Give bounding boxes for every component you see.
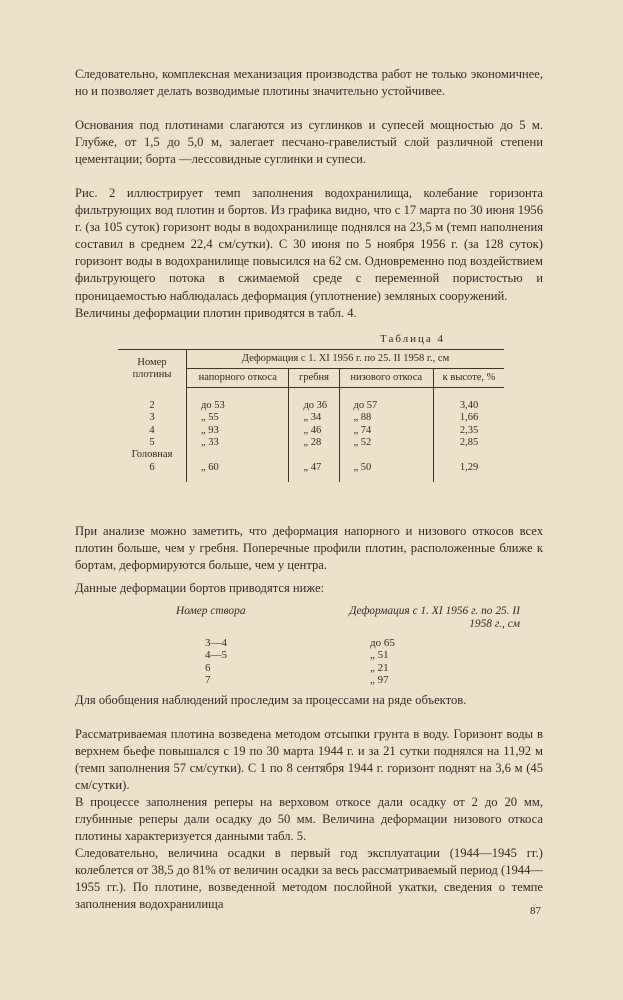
- cell-crest: „ 46: [289, 425, 339, 437]
- paragraph-4: Величины деформации плотин приводятся в табл. 4.: [75, 306, 357, 320]
- banks-site: 3—4: [205, 637, 227, 649]
- banks-column-header-site: Номер створа: [176, 605, 246, 617]
- paragraph-5: При анализе можно заметить, что деформация напорного и низового откосов всех плотин больше, чем у гребня. Поперечные профили плотин, расположенные ближе к бортам, деформируются больше, чем у центра.: [75, 524, 543, 573]
- column-header-crest: гребня: [289, 369, 339, 388]
- paragraph-1: Следовательно, комплексная механизация производства работ не только экономичнее, но и позволяет делать возводимые плотины значительно устойчивее.: [75, 67, 543, 99]
- cell-downstream: „ 74: [339, 425, 434, 437]
- banks-site: 6: [205, 661, 211, 674]
- table-row: [118, 461, 504, 481]
- cell-downstream: „ 52: [339, 437, 434, 449]
- paragraph-10: Следовательно, величина осадки в первый год эксплуатации (1944—1945 гг.) колеблется от 38,5 до 81% от величин осадки за весь рассматриваемый период (1944—1955 гг.). По плотине, возведенной методом послойной укатки, сведения о темпе заполнения водохранилища: [75, 846, 543, 912]
- deformation-table: [118, 349, 504, 482]
- cell-upstream: „ 55: [187, 412, 289, 424]
- paragraph-9: В процессе заполнения реперы на верховом откосе дали осадку от 2 до 20 мм, глубинные реперы дали осадку до 50 мм. Величина деформации низового откоса плотины характеризуется данными табл. 5.: [75, 795, 543, 844]
- cell-dam: Головная: [118, 449, 187, 461]
- cell-dam: 6: [118, 461, 187, 481]
- cell-upstream: „ 93: [187, 425, 289, 437]
- cell-dam: 5: [118, 437, 187, 449]
- table-row: [118, 449, 504, 461]
- banks-site: 4—5: [205, 649, 227, 662]
- table-caption: Таблица 4: [380, 333, 446, 345]
- column-header-height: к высоте, %: [434, 369, 504, 388]
- cell-height: 2,85: [459, 437, 479, 449]
- page-number: 87: [530, 905, 541, 917]
- paragraph-7: Для обобщения наблюдений проследим за процессами на ряде объектов.: [75, 693, 467, 707]
- cell-downstream: до 57: [339, 388, 434, 413]
- banks-value: до 65: [370, 637, 395, 649]
- cell-downstream: „ 50: [339, 461, 434, 481]
- cell-height: 1,29: [459, 461, 479, 473]
- cell-height: 1,66: [459, 412, 479, 424]
- cell-crest: [289, 449, 339, 461]
- cell-height: [434, 449, 504, 461]
- cell-crest: „ 34: [289, 412, 339, 424]
- paragraph-3: Рис. 2 иллюстрирует темп заполнения водохранилища, колебание горизонта фильтрующих вод плотин и бортов. Из графика видно, что с 17 марта по 30 июня 1956 г. (за 105 суток) горизонт воды в водохранилище поднялся на 23,5 м (темп наполнения составил в среднем 22,4 см/сутки). С 30 июня по 5 ноября 1956 г. (за 128 суток) горизонт воды в водохранилище повысился на 62 см. Одновременно под воздействием фильтрующего потока в сжимаемой среде с переменной пористостью и проницаемостью наблюдалась деформация (уплотнение) земляных сооружений.: [75, 186, 543, 303]
- column-header-upstream: напорного откоса: [187, 369, 289, 388]
- banks-value: „ 97: [370, 673, 389, 686]
- cell-height: 3,40: [459, 400, 479, 412]
- table-row: [118, 425, 504, 437]
- banks-value: „ 51: [370, 649, 389, 662]
- banks-value-column: [370, 637, 395, 686]
- cell-crest: до 36: [289, 388, 339, 413]
- cell-height: 2,35: [459, 424, 479, 436]
- column-header-dam: Номер плотины: [118, 350, 187, 388]
- table-row: [118, 412, 504, 424]
- table-row: [118, 437, 504, 449]
- cell-upstream: „ 60: [187, 461, 289, 481]
- paragraph-2: Основания под плотинами слагаются из суглинков и супесей мощностью до 5 м. Глубже, от 1,5 до 5,0 м, залегает песчано-гравелистый слой различной степени цементации; борта —лессовидные суглинки и супеси.: [75, 118, 543, 167]
- cell-dam: 4: [118, 425, 187, 437]
- cell-upstream: „ 33: [187, 437, 289, 449]
- column-header-downstream: низового откоса: [339, 369, 434, 388]
- paragraph-6: Данные деформации бортов приводятся ниже:: [75, 581, 325, 595]
- table-row: [118, 388, 504, 413]
- banks-value: „ 21: [370, 661, 389, 674]
- cell-downstream: [339, 449, 434, 461]
- cell-crest: „ 28: [289, 437, 339, 449]
- cell-dam: 2: [118, 388, 187, 413]
- column-group-header: Деформация с 1. XI 1956 г. по 25. II 1958 г., см: [187, 350, 505, 369]
- cell-upstream: до 53: [187, 388, 289, 413]
- cell-crest: „ 47: [289, 461, 339, 481]
- banks-site-column: [205, 637, 227, 686]
- cell-dam: 3: [118, 412, 187, 424]
- paragraph-8: Рассматриваемая плотина возведена методом отсыпки грунта в воду. Горизонт воды в верхнем бьефе повышался с 19 по 30 марта 1944 г. и за 21 сутки поднялся на 11,92 м (темп заполнения 57 см/сутки). С 1 по 8 сентября 1944 г. горизонт поднят на 3,6 м (45 см/сутки).: [75, 727, 543, 793]
- cell-upstream: [187, 449, 289, 461]
- banks-site: 7: [205, 673, 211, 686]
- banks-column-header-deformation: Деформация с 1. XI 1956 г. по 25. II 1958 г., см: [349, 605, 520, 630]
- cell-downstream: „ 88: [339, 412, 434, 424]
